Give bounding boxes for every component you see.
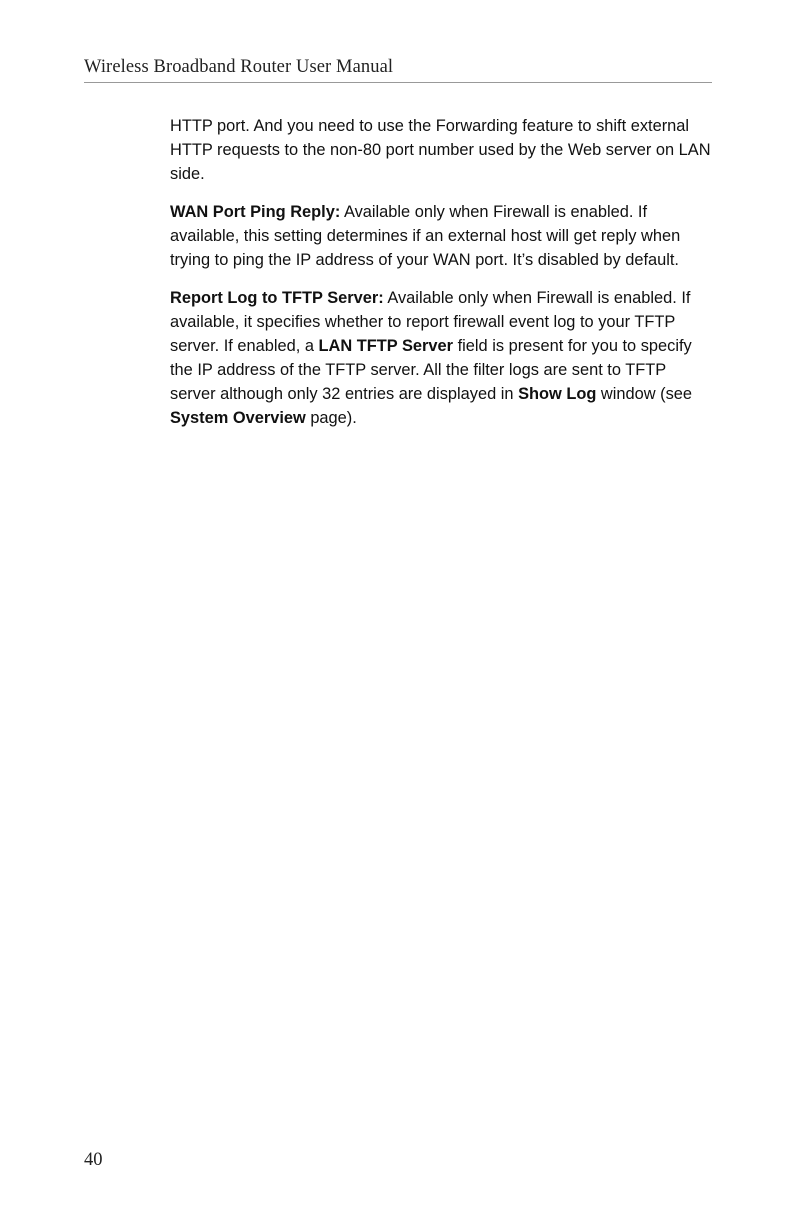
paragraph-text: field is present for you to specify the IP address of the TFTP server. All the filter logs are sent to TFTP server although only 32 entries are displayed in	[170, 337, 692, 403]
term-show-log: Show Log	[518, 385, 597, 403]
paragraph-text: HTTP port. And you need to use the Forwarding feature to shift external HTTP requests to the non-80 port number used by the Web server on LAN side.	[170, 117, 711, 183]
body-content	[170, 114, 715, 444]
paragraph-text: Available only when Firewall is enabled. If available, this setting determines if an external host will get reply when trying to ping the IP address of your WAN port. It’s disabled by default.	[170, 203, 681, 269]
page-number: 40	[84, 1150, 103, 1170]
manual-title: Wireless Broadband Router User Manual	[84, 57, 394, 77]
term-system-overview: System Overview	[170, 409, 306, 427]
term-wan-port-ping-reply: WAN Port Ping Reply:	[170, 203, 341, 221]
paragraph-report-log-tftp	[170, 286, 715, 430]
paragraph-text: window (see	[596, 385, 693, 403]
term-lan-tftp-server: LAN TFTP Server	[318, 337, 454, 355]
paragraph-text: Available only when Firewall is enabled. If available, it specifies whether to report firewall event log to your TFTP server. If enabled, a	[170, 289, 691, 355]
paragraph-text: page).	[305, 409, 357, 427]
paragraph-wan-port-ping-reply	[170, 200, 715, 272]
paragraph-http-port	[170, 114, 715, 186]
running-header	[84, 56, 712, 83]
term-report-log-tftp-server: Report Log to TFTP Server:	[170, 289, 384, 307]
